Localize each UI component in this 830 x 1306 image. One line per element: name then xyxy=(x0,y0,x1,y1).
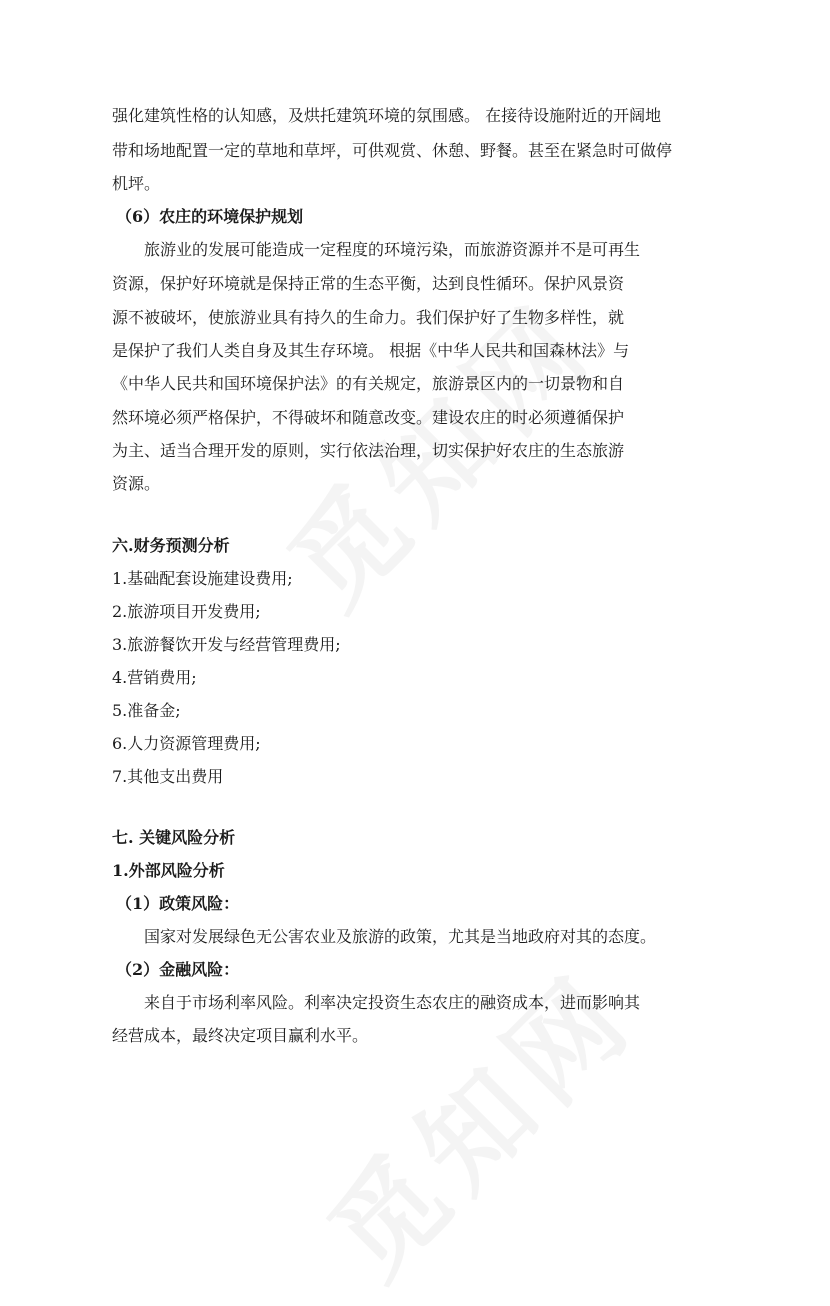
list-item: 4.营销费用; xyxy=(112,668,197,687)
paragraph-line: 资源，保护好环境就是保持正常的生态平衡，达到良性循环。保护风景资 xyxy=(112,274,625,293)
section-heading: 七. 关键风险分析 xyxy=(112,828,236,847)
list-item: 5.准备金; xyxy=(112,701,181,720)
list-item: 2.旅游项目开发费用; xyxy=(112,602,261,621)
paragraph-line: 带和场地配置一定的草地和草坪，可供观赏、休憩、野餐。甚至在紧急时可做停 xyxy=(112,141,673,160)
section-heading: 六.财务预测分析 xyxy=(112,536,230,555)
paragraph-line: 为主、适当合理开发的原则，实行依法治理，切实保护好农庄的生态旅游 xyxy=(112,441,625,460)
list-item: 7.其他支出费用 xyxy=(112,767,224,786)
list-item: 1.基础配套设施建设费用; xyxy=(112,569,293,588)
paragraph-line: 《中华人民共和国环境保护法》的有关规定，旅游景区内的一切景物和自 xyxy=(112,374,625,393)
list-item: 3.旅游餐饮开发与经营管理费用; xyxy=(112,635,341,654)
section-heading: （6）农庄的环境保护规划 xyxy=(116,207,304,226)
paragraph-line: 机坪。 xyxy=(112,174,161,193)
subsection-heading: （1）政策风险： xyxy=(116,894,240,913)
paragraph-line: 经营成本，最终决定项目赢利水平。 xyxy=(112,1026,369,1045)
list-item: 6.人力资源管理费用; xyxy=(112,734,261,753)
paragraph-line: 强化建筑性格的认知感，及烘托建筑环境的氛围感。 在接待设施附近的开阔地 xyxy=(112,106,662,125)
paragraph-line: 资源。 xyxy=(112,474,161,493)
subsection-heading: （2）金融风险： xyxy=(116,960,240,979)
subsection-heading: 1.外部风险分析 xyxy=(112,861,225,880)
paragraph-line: 然环境必须严格保护，不得破坏和随意改变。建设农庄的时必须遵循保护 xyxy=(112,408,625,427)
paragraph-line: 来自于市场利率风险。利率决定投资生态农庄的融资成本，进而影响其 xyxy=(144,993,641,1012)
paragraph-line: 是保护了我们人类自身及其生存环境。 根据《中华人民共和国森林法》与 xyxy=(112,341,630,360)
watermark xyxy=(289,932,664,1306)
paragraph-line: 源不被破坏，使旅游业具有持久的生命力。我们保护好了生物多样性，就 xyxy=(112,308,625,327)
paragraph-line: 国家对发展绿色无公害农业及旅游的政策，尤其是当地政府对其的态度。 xyxy=(144,927,657,946)
paragraph-line: 旅游业的发展可能造成一定程度的环境污染，而旅游资源并不是可再生 xyxy=(144,240,641,259)
